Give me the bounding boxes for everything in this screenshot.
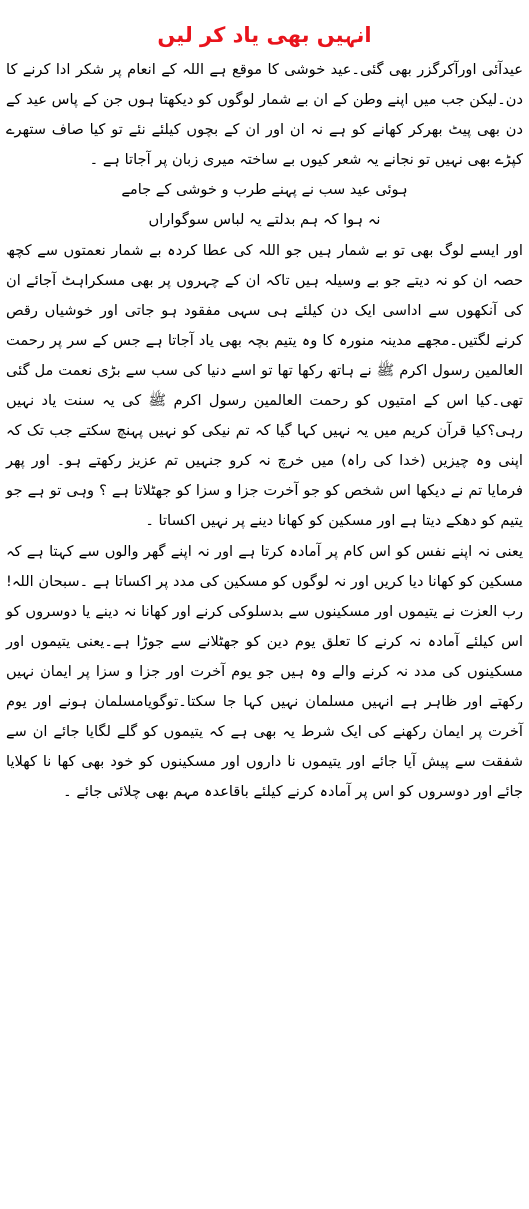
paragraph-conclusion: یعنی نہ اپنے نفس کو اس کام پر آمادہ کرتا ہے اور نہ اپنے گھر والوں سے کہتا ہے کہ مسکین کو کھانا دیا کریں اور نہ لوگوں کو مسکین کی مدد پر اکساتا ہے ۔سبحان اللہ!رب العزت نے یتیموں اور مسکینوں سے بدسلوکی کرنے اور کھانا نہ دینے یا دوسروں کو اس کیلئے آمادہ نہ کرنے کا تعلق یوم دین کو جھٹلانے سے جوڑا ہے۔یعنی یتیموں اور مسکینوں کی مدد نہ کرنے والے وہ ہیں جو یوم آخرت اور جزا و سزا پر ایمان نہیں رکھتے اور ظاہر ہے انہیں مسلمان نہیں کہا جا سکتا۔توگویامسلمان ہونے اور یوم آخرت پر ایمان رکھنے کی ایک شرط یہ بھی ہے کہ یتیموں کو گلے لگایا جائے ان سے شفقت سے پیش آیا جائے اور یتیموں نا داروں اور مسکینوں کو خود بھی کھا نا کھلایا جائے اور دوسروں کو اس پر آمادہ کرنے کیلئے باقاعدہ مہم بھی چلائی جائے ۔ [6, 542, 523, 801]
article-title: انہیں بھی یاد کر لیں [157, 23, 372, 47]
verse-line-2: نہ ہوا کہ ہم بدلتے یہ لباس سوگواراں [148, 211, 381, 229]
paragraph-body: اور ایسے لوگ بھی تو بے شمار ہیں جو اللہ کی عطا کردہ بے شمار نعمتوں سے کچھ حصہ ان کو نہ دیتے جو بے وسیلہ ہیں تاکہ ان کے چہروں پر بھی مسکراہٹ آجائے ان کی آنکھوں سے اداسی ایک دن کیلئے ہی سہی مفقود ہو جاتی اور خوشیاں رقص کرنے لگتیں۔مجھے مدینہ منورہ کا وہ یتیم بچہ بھی یاد آجاتا ہے جس کے سر پر رحمت العالمین رسول اکرم ﷺ نے ہاتھ رکھا تھا تو اسے دنیا کی سب سے بڑی نعمت مل گئی تھی۔کیا اس کے امتیوں کو رحمت العالمین رسول اکرم ﷺ کی یہ سنت یاد نہیں رہی؟کیا قرآن کریم میں یہ نہیں کہا گیا کہ تم نیکی کو نہیں پہنچ سکتے جب تک کہ اپنی وہ چیزیں (خدا کی راہ) میں خرچ نہ کرو جنہیں تم عزیز رکھتے ہو۔ اور پھر فرمایا تم نے دیکھا اس شخص کو جو آخرت جزا و سزا کو جھٹلاتا ہے ؟ وہی تو ہے جو یتیم کو دھکے دیتا ہے اور مسکین کو کھانا دینے پر نہیں اکساتا ۔ [6, 241, 523, 530]
paragraph-intro: عیدآئی اورآکرگزر بھی گئی۔عید خوشی کا موقع ہے اللہ کے انعام پر شکر ادا کرنے کا دن۔لیکن جب میں اپنے وطن کے ان بے شمار لوگوں کو دیکھتا ہوں جن کے پاس عید کے دن بھی پیٹ بھرکر کھانے کو ہے نہ ان اور ان کے بچوں کیلئے نئے تو کیا صاف ستھرے کپڑے بھی نہیں تو نجانے یہ شعر کیوں بے ساختہ میری زبان پر آجاتا ہے ۔ [6, 61, 523, 169]
verse-line-1: ہوئی عید سب نے پہنے طرب و خوشی کے جامے [121, 181, 408, 199]
